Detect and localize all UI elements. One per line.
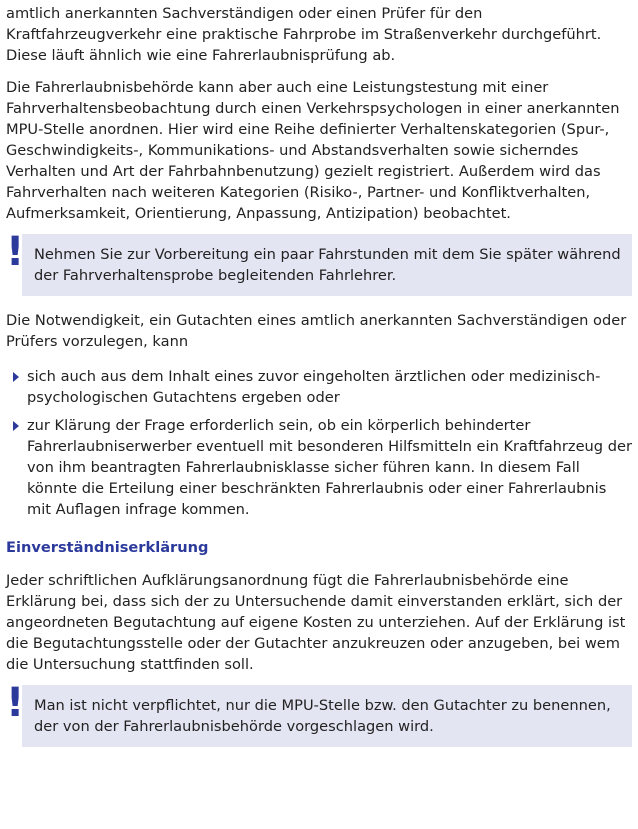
triangle-bullet-icon xyxy=(13,372,19,382)
note-box-mpu-choice xyxy=(6,680,632,747)
paragraph-necessity: Die Notwendigkeit, ein Gutachten eines amtlich anerkannten Sachverständigen oder Prüfers vorzulegen, kann xyxy=(6,312,627,350)
paragraph-consent: Jeder schriftlichen Aufklärungsanordnung fügt die Fahrerlaubnisbehörde eine Erklärung bei, dass sich der zu Untersuchende damit einverstanden erklärt, sich der angeordneten Begutachtung auf eigene Kosten zu unterziehen. Auf der Erklärung ist die Begutachtungsstelle oder der Gutachter anzukreuzen oder anzugeben, bei wem die Untersuchung stattfinden soll. xyxy=(6,572,626,673)
bullet-list xyxy=(0,366,638,520)
list-item xyxy=(0,415,638,520)
note-text: Man ist nicht verpflichtet, nur die MPU-Stelle bzw. den Gutachter zu benennen, der von der Fahrerlaubnisbehörde vorgeschlagen wird. xyxy=(34,697,611,735)
list-item-text: sich auch aus dem Inhalt eines zuvor eingeholten ärztlichen oder medizinisch-psychologischen Gutachtens ergeben oder xyxy=(27,368,601,406)
paragraph-intro: amtlich anerkannten Sachverständigen oder einen Prüfer für den Kraftfahrzeugverkehr eine praktische Fahrprobe im Straßenverkehr durchgeführt. Diese läuft ähnlich wie eine Fahrerlaubnisprüfung ab. xyxy=(6,5,602,64)
list-item-text: zur Klärung der Frage erforderlich sein, ob ein körperlich behinderter Fahrerlaubniserwerber eventuell mit besonderen Hilfsmitteln ein Kraftfahrzeug der von ihm beantragten Fahrerlaubnisklasse sicher führen kann. In diesem Fall könnte die Erteilung einer beschränkten Fahrerlaubnis oder einer Fahrerlaubnis mit Auflagen infrage kommen. xyxy=(27,417,632,518)
note-text: Nehmen Sie zur Vorbereitung ein paar Fahrstunden mit dem Sie später während der Fahrverhaltensprobe begleitenden Fahrlehrer. xyxy=(34,246,621,284)
section-heading: Einverständniserklärung xyxy=(6,539,209,556)
list-item xyxy=(0,366,638,408)
exclamation-icon: ! xyxy=(6,229,25,275)
paragraph-mpu: Die Fahrerlaubnisbehörde kann aber auch eine Leistungstestung mit einer Fahrverhaltensbeobachtung durch einen Verkehrspsychologen in einer anerkannten MPU-Stelle anordnen. Hier wird eine Reihe definierter Verhaltenskategorien (Spur-, Geschwindigkeits-, Kommunikations- und Abstandsverhalten sowie sicherndes Verhalten und Art der Fahrbahnbenutzung) gezielt registriert. Außerdem wird das Fahrverhalten nach weiteren Kategorien (Risiko-, Partner- und Konfliktverhalten, Aufmerksamkeit, Orientierung, Anpassung, Antizipation) beobachtet. xyxy=(6,79,620,222)
note-box-preparation xyxy=(6,229,632,296)
document-page xyxy=(0,3,638,829)
triangle-bullet-icon xyxy=(13,421,19,431)
exclamation-icon: ! xyxy=(6,680,25,726)
